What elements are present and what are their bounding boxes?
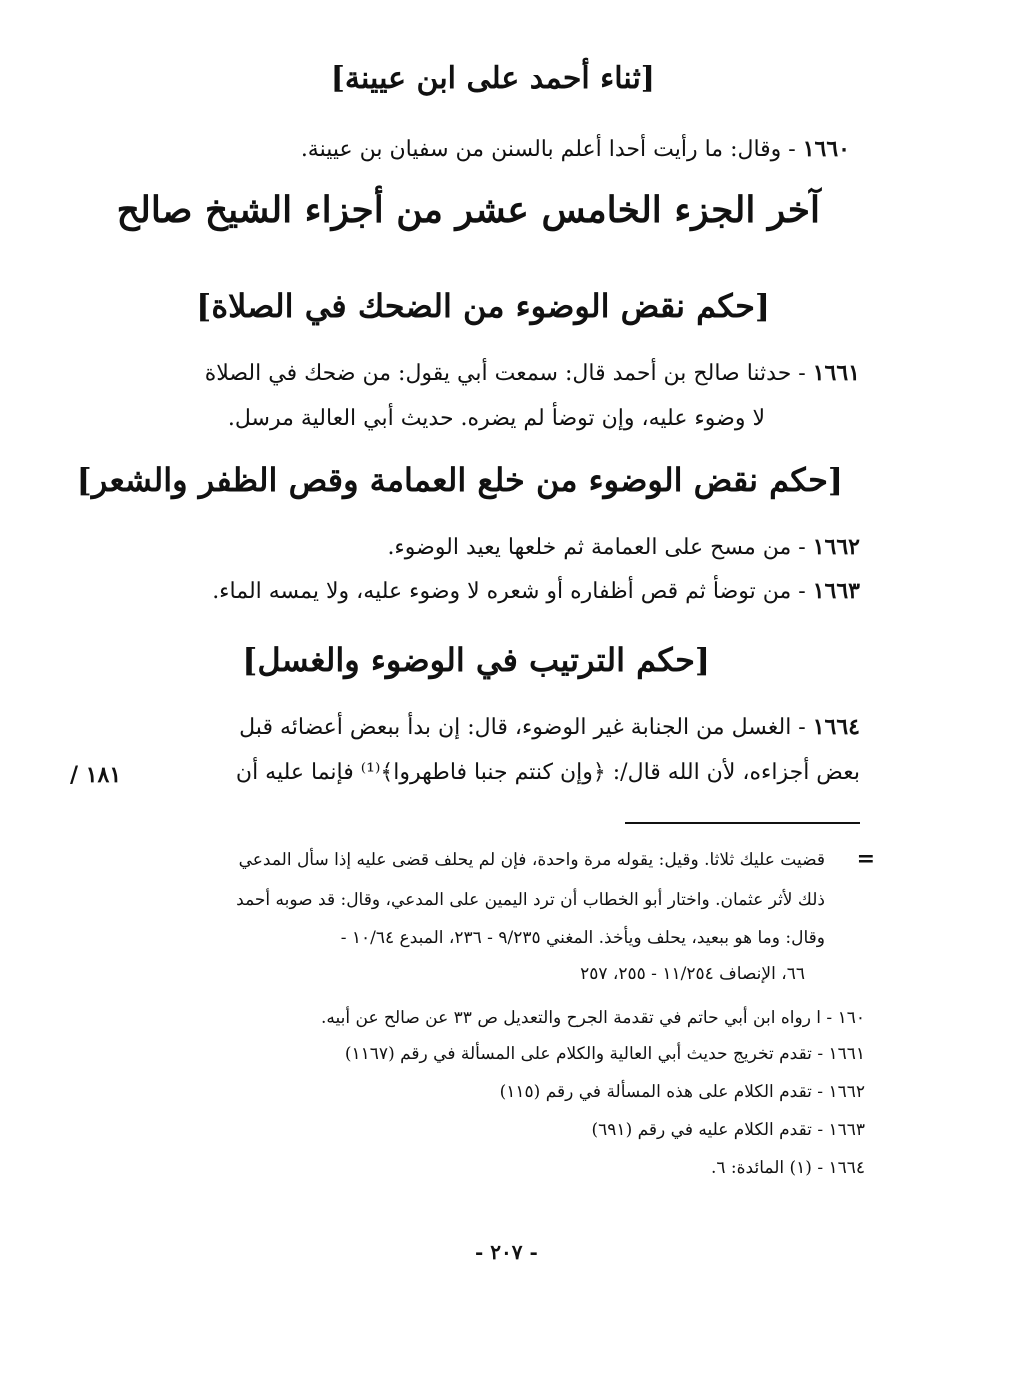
entry-1664-line2: بعض أجزاءه، لأن الله قال/: ﴿وإن كنتم جنبا فاطهروا﴾⁽¹⁾ فإنما عليه أن (235, 760, 860, 785)
footnote-cont-line3: وقال: وما هو ببعيد، يحلف ويأخذ. المغني ٩/٢٣٥ - ٢٣٦، المبدع ١٠/٦٤ - (340, 928, 825, 948)
heading-laughing-in-prayer: [حكم نقض الوضوء من الضحك في الصلاة] (196, 287, 770, 325)
entry-number: ١٦٦١ (812, 360, 860, 386)
entry-1660 (301, 138, 850, 161)
entry-text: - الغسل من الجنابة غير الوضوء، قال: إن بدأ ببعض أعضائه قبل (239, 715, 813, 740)
heading-order-in-ablution: [حكم الترتيب في الوضوء والغسل] (242, 641, 710, 679)
entry-text: - من توضأ ثم قص أظفاره أو شعره لا وضوء عليه، ولا يمسه الماء. (212, 579, 813, 604)
footnote-continuation-marker: = (856, 846, 875, 872)
entry-1663 (212, 580, 860, 603)
footnote-1661: ١٦٦١ - تقدم تخريج حديث أبي العالية والكلام على المسألة في رقم (١١٦٧) (344, 1044, 865, 1064)
entry-number: ١٦٦٣ (812, 578, 860, 604)
entry-number: ١٦٦٤ (812, 714, 860, 740)
footnote-separator (625, 822, 860, 824)
entry-1661-line2: لا وضوء عليه، وإن توضأ لم يضره. حديث أبي العالية مرسل. (227, 406, 765, 431)
entry-1664-line1 (239, 716, 860, 739)
footnote-cont-line1: قضيت عليك ثلاثا. وقيل: يقوله مرة واحدة، فإن لم يحلف قضى عليه إذا سأل المدعي (238, 850, 825, 870)
footnote-1662: ١٦٦٢ - تقدم الكلام على هذه المسألة في رقم (١١٥) (499, 1082, 865, 1102)
entry-1662 (387, 536, 860, 559)
footnote-1664: ١٦٦٤ - (١) المائدة: ٦. (710, 1158, 865, 1178)
margin-folio-reference: / ١٨١ (70, 762, 122, 788)
heading-praise-ibn-uyayna: [ثناء أحمد على ابن عيينة] (330, 61, 655, 96)
entry-text: - وقال: ما رأيت أحدا أعلم بالسنن من سفيان بن عيينة. (300, 137, 803, 162)
footnote-1660: ١٦٠ - ا رواه ابن أبي حاتم في تقدمة الجرح والتعديل ص ٣٣ عن صالح عن أبيه. (321, 1008, 865, 1028)
entry-number: ١٦٦٠ (802, 136, 850, 162)
footnote-1663: ١٦٦٣ - تقدم الكلام عليه في رقم (٦٩١) (591, 1120, 865, 1140)
heading-end-of-part-15: آخر الجزء الخامس عشر من أجزاء الشيخ صالح (116, 189, 820, 231)
entry-text: - حدثنا صالح بن أحمد قال: سمعت أبي يقول: من ضحك في الصلاة (204, 361, 813, 386)
footnote-cont-line2: ذلك لأثر عثمان. واختار أبو الخطاب أن ترد اليمين على المدعي، وقال: قد صوبه أحمد (236, 890, 825, 910)
page-number: - ٢٠٧ - (475, 1240, 538, 1264)
entry-text: - من مسح على العمامة ثم خلعها يعيد الوضوء. (387, 535, 813, 560)
heading-removing-turban: [حكم نقض الوضوء من خلع العمامة وقص الظفر والشعر] (76, 461, 843, 499)
entry-1661-line1 (205, 362, 860, 385)
footnote-cont-line4: ٦٦، الإنصاف ١١/٢٥٤ - ٢٥٥، ٢٥٧ (580, 964, 805, 984)
entry-number: ١٦٦٢ (812, 534, 860, 560)
